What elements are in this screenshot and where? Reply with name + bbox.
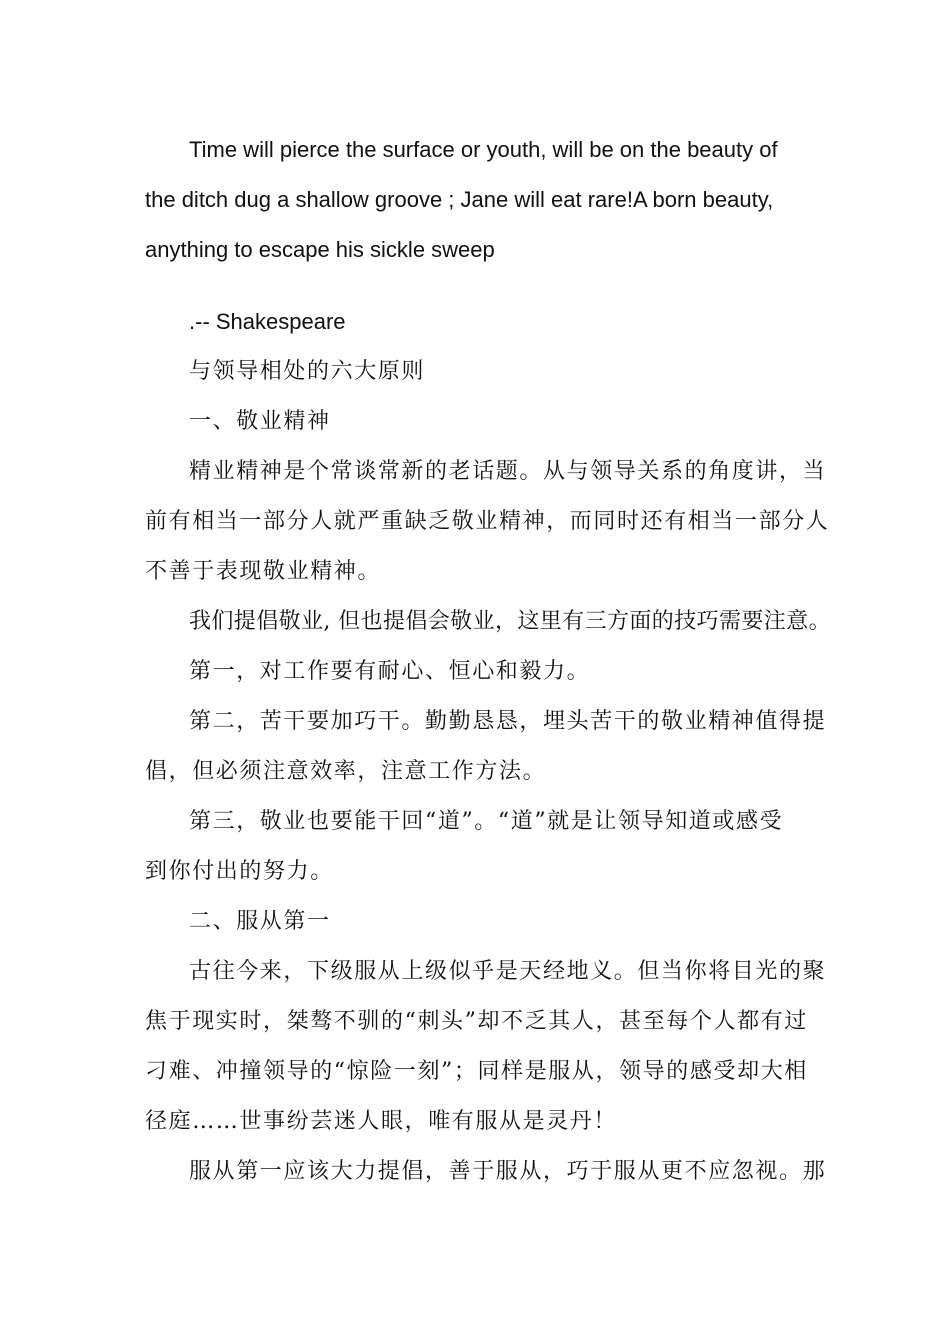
quote-line-3: anything to escape his sickle sweep [145,237,495,262]
quote-attribution: .-- Shakespeare [189,309,346,334]
section-heading-2: 二、服从第一 [189,909,331,934]
quote-line-2: the ditch dug a shallow groove ; Jane will eat rare!A born beauty, [145,187,774,212]
paragraph-3-line-1: 古往今来，下级服从上级似乎是天经地义。但当你将目光的聚 [189,959,827,984]
point-1: 第一，对工作要有耐心、恒心和毅力。 [189,659,591,684]
paragraph-3-line-3: 刁难、冲撞领导的“惊险一刻”；同样是服从，领导的感受却大相 [145,1059,808,1084]
section-heading-1: 一、敬业精神 [189,409,331,434]
paragraph-3-line-4: 径庭……世事纷芸迷人眼，唯有服从是灵丹！ [145,1109,618,1134]
quote-line-1: Time will pierce the surface or youth, will be on the beauty of [189,137,778,162]
paragraph-3-line-2: 焦于现实时，桀骜不驯的“刺头”却不乏其人，甚至每个人都有过 [145,1009,808,1034]
paragraph-1-line-3: 不善于表现敬业精神。 [145,559,382,584]
paragraph-1-line-1: 精业精神是个常谈常新的老话题。从与领导关系的角度讲，当 [189,459,827,484]
paragraph-1-line-2: 前有相当一部分人就严重缺乏敬业精神，而同时还有相当一部分人 [145,509,830,534]
point-3-line-1: 第三，敬业也要能干回“道”。“道”就是让领导知道或感受 [189,809,784,834]
paragraph-2: 我们提倡敬业, 但也提倡会敬业，这里有三方面的技巧需要注意。 [189,609,831,634]
point-3-line-2: 到你付出的努力。 [145,859,334,884]
point-2-line-1: 第二，苦干要加巧干。勤勤恳恳，埋头苦干的敬业精神值得提 [189,709,827,734]
paragraph-4-line-1: 服从第一应该大力提倡，善于服从，巧于服从更不应忽视。那 [189,1159,827,1184]
article-title: 与领导相处的六大原则 [189,359,426,384]
point-2-line-2: 倡，但必须注意效率，注意工作方法。 [145,759,547,784]
